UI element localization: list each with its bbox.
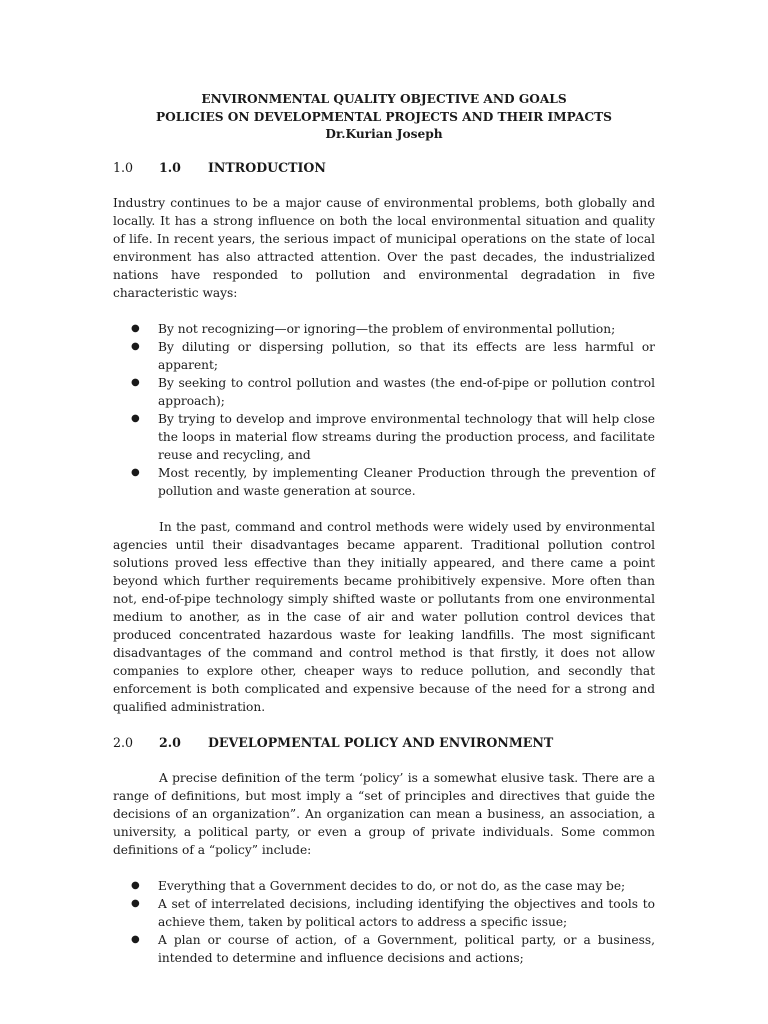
title-line-2: POLICIES ON DEVELOPMENTAL PROJECTS AND THEIR IMPACTS <box>156 109 612 124</box>
list-item-text: By diluting or dispersing pollution, so that its effects are less harmful or apparent; <box>158 339 655 372</box>
bullet-icon: ● <box>131 340 140 352</box>
document-page <box>113 91 655 985</box>
bullet-icon: ● <box>131 879 140 891</box>
section-1-bullet-list <box>113 320 655 500</box>
list-item-text: By not recognizing—or ignoring—the problem of environmental pollution; <box>158 321 616 336</box>
list-item <box>113 895 655 931</box>
bullet-icon: ● <box>131 897 140 909</box>
author-name: Dr.Kurian Joseph <box>325 127 443 141</box>
list-item <box>113 931 655 967</box>
title-line-1: ENVIRONMENTAL QUALITY OBJECTIVE AND GOALS <box>201 92 567 106</box>
bullet-icon: ● <box>131 466 140 478</box>
section-1-auto-number: 1.0 <box>113 159 134 175</box>
bullet-icon: ● <box>131 322 140 334</box>
list-item-text: Most recently, by implementing Cleaner Production through the prevention of pollution and waste generation at source. <box>158 465 655 498</box>
section-2-number: 2.0 <box>159 734 181 750</box>
section-1-paragraph-2: In the past, command and control methods were widely used by environmental agencies until their disadvantages became apparent. Traditional pollution control solutions proved less effective than they initially appeared, and there came a point beyond which further requirements became prohibitively expensive. More often than not, end-of-pipe technology simply shifted waste or pollutants from one environmental medium to another, as in the case of air and water pollution control devices that produced concentrated hazardous waste for leaking landfills. The most significant disadvantages of the command and control method is that firstly, it does not allow companies to explore other, cheaper ways to reduce pollution, and secondly that enforcement is both complicated and expensive because of the need for a strong and qualified administration. <box>113 519 655 714</box>
section-1-paragraph-1: Industry continues to be a major cause of environmental problems, both globally and locally. It has a strong influence on both the local environmental situation and quality of life. In recent years, the serious impact of municipal operations on the state of local environment has also attracted attention. Over the past decades, the industrialized nations have responded to pollution and environmental degradation in five characteristic ways: <box>113 195 655 300</box>
bullet-icon: ● <box>131 412 140 424</box>
list-item-text: A plan or course of action, of a Government, political party, or a business, intended to determine and influence decisions and actions; <box>158 932 655 965</box>
section-1-title: INTRODUCTION <box>208 159 326 175</box>
section-2-auto-number: 2.0 <box>113 734 134 750</box>
section-1-number: 1.0 <box>159 159 181 175</box>
list-item <box>113 410 655 464</box>
list-item <box>113 338 655 374</box>
list-item <box>113 320 655 338</box>
list-item <box>113 374 655 410</box>
document-title-block <box>113 91 655 144</box>
list-item-text: By seeking to control pollution and wastes (the end-of-pipe or pollution control approach); <box>158 375 655 408</box>
section-2-heading <box>113 734 655 752</box>
bullet-icon: ● <box>131 376 140 388</box>
section-2-title: DEVELOPMENTAL POLICY AND ENVIRONMENT <box>208 734 554 750</box>
section-2-bullet-list <box>113 877 655 967</box>
list-item <box>113 877 655 895</box>
section-2-paragraph-1: A precise definition of the term ‘policy’ is a somewhat elusive task. There are a range of definitions, but most imply a “set of principles and directives that guide the decisions of an organization”. An organization can mean a business, an association, a university, a political party, or even a group of private individuals. Some common definitions of a “policy” include: <box>113 770 655 857</box>
list-item-text: By trying to develop and improve environmental technology that will help close the loops in material flow streams during the production process, and facilitate reuse and recycling, and <box>158 411 655 462</box>
list-item-text: Everything that a Government decides to do, or not do, as the case may be; <box>158 878 626 893</box>
list-item <box>113 464 655 500</box>
section-1-heading <box>113 159 655 177</box>
bullet-icon: ● <box>131 933 140 945</box>
list-item-text: A set of interrelated decisions, including identifying the objectives and tools to achieve them, taken by political actors to address a specific issue; <box>158 896 655 929</box>
